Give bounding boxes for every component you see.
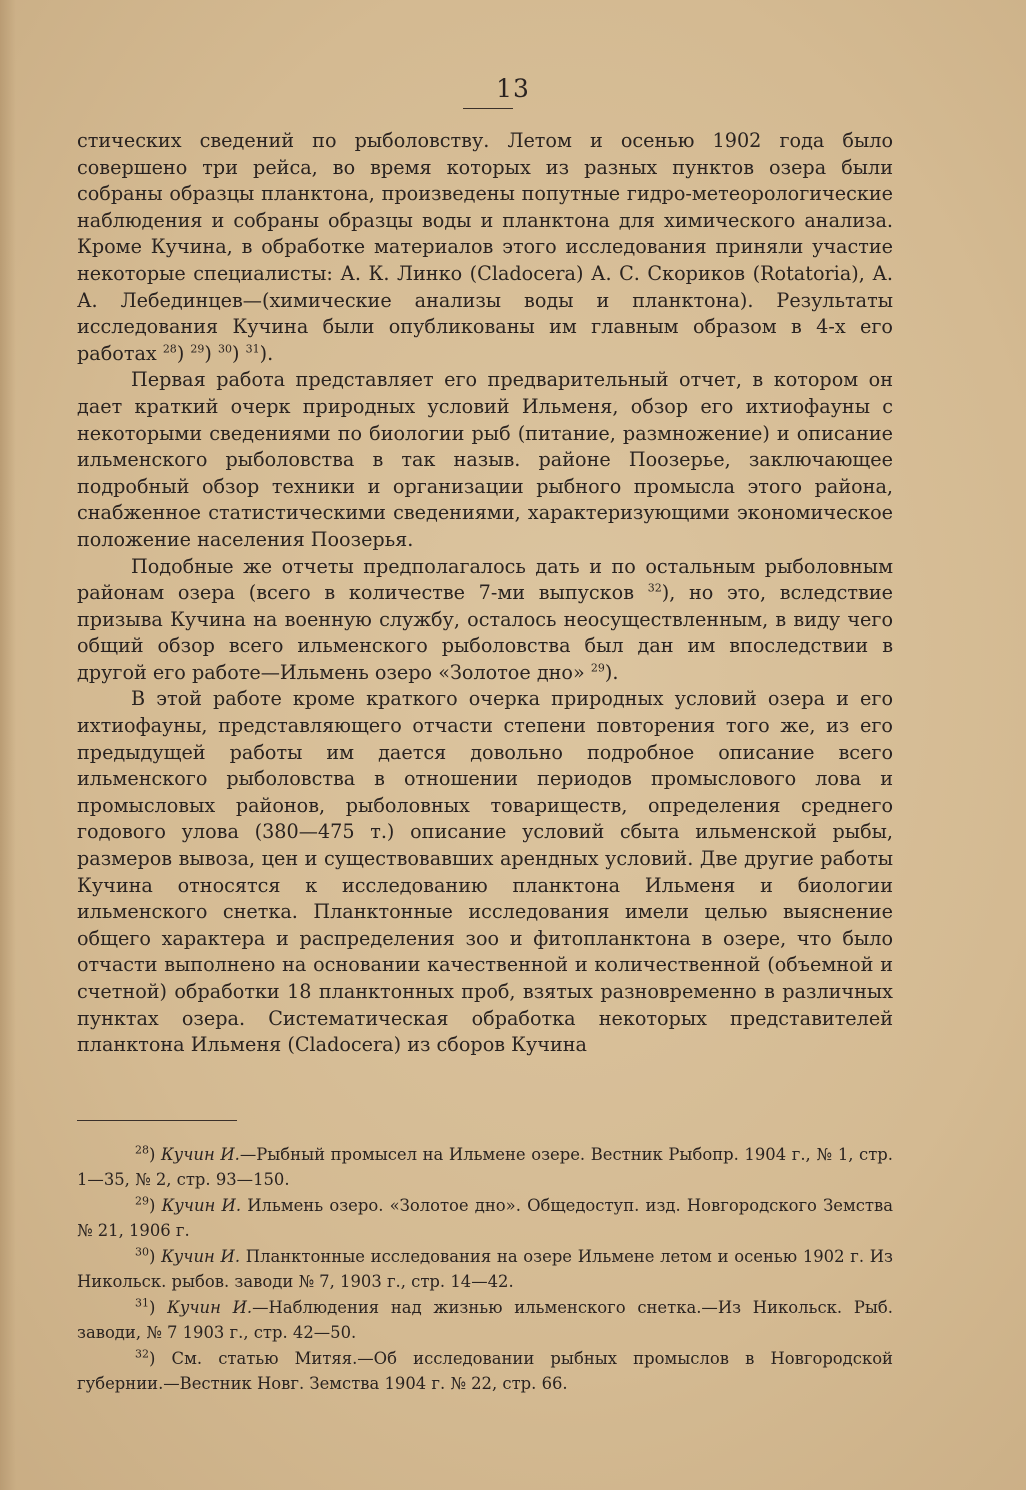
- ref-paren: ).: [259, 341, 274, 365]
- paragraph-1-text: стических сведений по рыболовству. Летом и осенью 1902 года было совершено три рейса, во время которых из разных пунктов озера были собраны образцы планктона, произведены попутные гидро-метеорологические наблюдения и собраны образцы воды и планктона для химического анализа. Кроме Кучина, в обработке материалов этого исследования приняли участие некоторые специалисты: А. К. Линко (Cladocera) А. С. Скориков (Rotatoria), А. А. Лебединцев—(химические анализы воды и планктона). Результаты исследования Кучина были опубликованы им главным образом в 4-х его работах: [77, 129, 893, 365]
- footnote-number: 32: [135, 1347, 149, 1361]
- footnote-32: $^{32}$) См. статью Митяя.—Об исследовании рыбных промыслов в Новгородской губернии.—Вестник Новг. Земства 1904 г. № 22, стр. 66.: [77, 1347, 893, 1393]
- footnote-author: Кучин И.: [161, 1145, 240, 1164]
- paragraph-3: [77, 554, 893, 687]
- footnote-30: $^{30}$) Кучин И. Планктонные исследования на озере Ильмене летом и осенью 1902 г. Из Никольск. рыбов. заводи № 7, 1903 г., стр. 14—42.: [77, 1245, 893, 1291]
- footnote-number: 29: [135, 1194, 149, 1208]
- footnote-29: $^{29}$) Кучин И. Ильмень озеро. «Золотое дно». Общедоступ. изд. Новгородского Земства № 21, 1906 г.: [77, 1194, 893, 1240]
- footnote-text: —Наблюдения над жизнью ильменского снетка.—Из Никольск. Рыб. заводи, № 7 1903 г., стр. 42—50.: [77, 1298, 893, 1342]
- ref-paren: ): [176, 341, 191, 365]
- footnote-number: 28: [135, 1143, 149, 1157]
- footnote-author: Кучин И.: [167, 1298, 253, 1317]
- footnote-number: 31: [135, 1296, 149, 1310]
- paragraph-3-text: Подобные же отчеты предполагалось дать и по остальным рыболовным районам озера (всего в количестве 7-ми выпусков: [77, 554, 893, 605]
- ref-paren: ): [204, 341, 218, 365]
- paragraph-4: В этой работе кроме краткого очерка природных условий озера и его ихтиофауны, представляющего отчасти степени повторения того же, из его предыдущей работы им дается довольно подробное описание всего ильменского рыболовства в отношении периодов промыслового лова и промысловых районов, рыболовных товариществ, определения среднего годового улова (380—475 т.) описание условий сбыта ильменской рыбы, размеров вывоза, цен и существовавших арендных условий. Две другие работы Кучина относятся к исследованию планктона Ильменя и биологии ильменского снетка. Планктонные исследования имели целью выяснение общего характера и распределения зоо и фитопланктона в озере, что было отчасти выполнено на основании качественной и количественной (объемной и счетной) обработки 18 планктонных проб, взятых разновременно в различных пунктах озера. Систематическая обработка некоторых представителей планктона Ильменя (Cladocera) из сборов Кучина: [77, 687, 893, 1057]
- paragraph-1: [77, 128, 893, 367]
- footnote-ref: 31: [245, 342, 260, 356]
- ref-paren: ): [232, 341, 246, 365]
- footnote-ref: 30: [218, 342, 232, 356]
- page-edge-shadow: [0, 0, 16, 1490]
- footnote-ref: 32: [647, 581, 662, 595]
- footnote-author: Кучин И.: [161, 1196, 242, 1215]
- footnote-author: Кучин И.: [161, 1247, 241, 1266]
- footnote-28: $^{28}$) Кучин И.—Рыбный промысел на Ильмене озере. Вестник Рыбопр. 1904 г., № 1, стр. 1—35, № 2, стр. 93—150.: [77, 1143, 893, 1189]
- footnote-text: Ильмень озеро. «Золотое дно». Общедоступ. изд. Новгородского Земства № 21, 1906 г.: [77, 1196, 893, 1240]
- page-number-underline: [463, 108, 513, 109]
- footnote-text: Планктонные исследования на озере Ильмене летом и осенью 1902 г. Из Никольск. рыбов. заводи № 7, 1903 г., стр. 14—42.: [77, 1247, 893, 1291]
- footnote-text: —Рыбный промысел на Ильмене озере. Вестник Рыбопр. 1904 г., № 1, стр. 1—35, № 2, стр. 93—150.: [77, 1145, 893, 1189]
- footnote-ref: 29: [590, 661, 605, 675]
- footnote-separator: [77, 1120, 237, 1121]
- ref-paren: ).: [604, 660, 619, 684]
- page-number: 13: [496, 74, 530, 103]
- footnote-ref: 29: [190, 342, 205, 356]
- paragraph-2: Первая работа представляет его предварительный отчет, в котором он дает краткий очерк природных условий Ильменя, обзор его ихтиофауны с некоторыми сведениями по биологии рыб (питание, размножение) и описание ильменского рыболовства в так назыв. районе Поозерье, заключающее подробный обзор техники и организации рыбного промысла этого района, снабженное статистическими сведениями, характеризующими экономическое положение населения Поозерья.: [77, 368, 893, 551]
- footnote-number: 30: [135, 1245, 149, 1259]
- main-text: [77, 128, 893, 1059]
- footnote-text: См. статью Митяя.—Об исследовании рыбных промыслов в Новгородской губернии.—Вестник Новг. Земства 1904 г. № 22, стр. 66.: [77, 1349, 893, 1393]
- footnotes: [77, 1142, 893, 1397]
- paragraph-3-text: ), но это, вследствие призыва Кучина на военную службу, осталось неосуществленным, в виду чего общий обзор всего ильменского рыболовства был дан им впоследствии в другой его работе—Ильмень озеро «Золотое дно»: [77, 581, 893, 684]
- footnote-ref: 28: [162, 342, 177, 356]
- footnote-31: $^{31}$) Кучин И.—Наблюдения над жизнью ильменского снетка.—Из Никольск. Рыб. заводи, № 7 1903 г., стр. 42—50.: [77, 1296, 893, 1342]
